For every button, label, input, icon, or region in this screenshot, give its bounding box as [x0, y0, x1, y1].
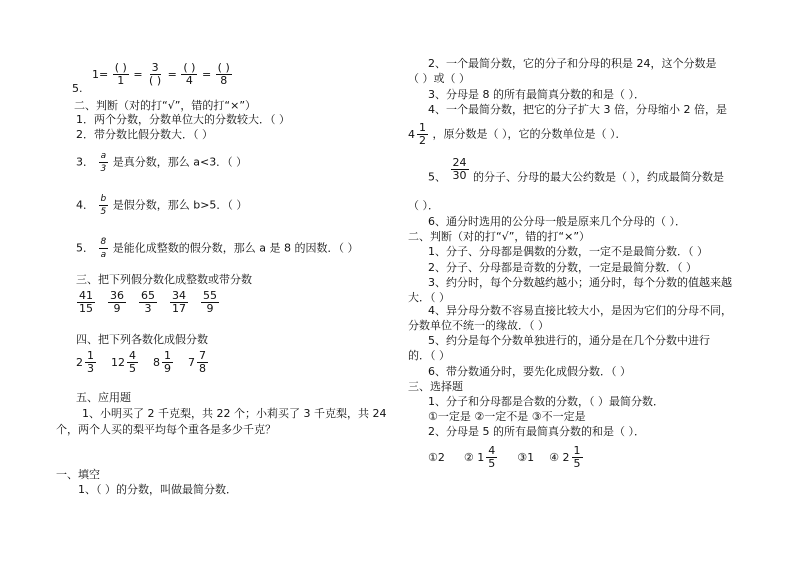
improper-fraction: $\frac{34}{17}$ [172, 289, 186, 315]
mixed-number: 7 $\frac{7}{8}$ [188, 349, 206, 375]
right-q3: 3、分母是 8 的所有最简真分数的和是（ ）． [428, 88, 645, 101]
part-1-question-1: 1、（ ）的分数，叫做最简分数． [78, 483, 237, 496]
right-q5-continued: （ ）． [408, 199, 439, 212]
right-choice-2: 2、分母是 5 的所有最简真分数的和是（ ）． [428, 425, 645, 438]
application-1-line-2: 个，两个人买的梨平均每个重各是多少千克？ [56, 423, 276, 436]
section-2-title: 二、判断（对的打“√”，错的打“×”） [74, 99, 257, 112]
section-4-title: 四、把下列各数化成假分数 [76, 333, 208, 346]
right-judge-3-line-2: 大．（ ） [408, 291, 450, 304]
right-q2-line-1: 2、一个最简分数，它的分子和分母的积是 24，这个分数是 [428, 57, 717, 70]
application-1-line-1: 1、小明买了 2 千克梨，共 22 个；小莉买了 3 千克梨，共 24 [82, 407, 387, 420]
right-section-2-title: 二、判断（对的打“√”，错的打“×”） [408, 230, 591, 243]
right-judge-3-line-1: 3、约分时，每个分数越约越小；通分时，每个分数的值越来越 [428, 276, 732, 289]
right-judge-4-line-1: 4、异分母分数不容易直接比较大小，是因为它们的分母不同， [428, 304, 732, 317]
judge-3-fraction: $\frac{a}{3}$ [100, 151, 107, 174]
mixed-number: 4 $\frac{1}{2}$ [408, 121, 426, 147]
judge-5: 5． $\frac{8}{a}$ 是能化成整数的假分数，那么 a 是 8 的因数．（ ） [76, 237, 359, 260]
part-1-title: 一、填空 [56, 468, 100, 481]
section-4-mixed-numbers [76, 350, 209, 375]
judge-3: 3． $\frac{a}{3}$ 是真分数，那么 a<3．（ ） [76, 151, 248, 174]
right-section-3-title: 三、选择题 [408, 380, 463, 393]
improper-fraction: $\frac{65}{3}$ [141, 289, 155, 315]
right-judge-2: 2、分子、分母都是奇数的分数，一定是最简分数．（ ） [428, 261, 697, 274]
improper-fraction: $\frac{41}{15}$ [79, 289, 93, 315]
judge-1: 1．两个分数，分数单位大的分数较大．（ ） [76, 113, 290, 126]
right-q2-line-2: （ ）或（ ） [408, 72, 470, 85]
right-judge-1: 1、分子、分母都是偶数的分数，一定不是最简分数．（ ） [428, 245, 708, 258]
section-3-title: 三、把下列假分数化成整数或带分数 [76, 273, 252, 286]
section-5-title: 五、应用题 [76, 391, 131, 404]
mixed-number: 2 $\frac{1}{3}$ [76, 349, 94, 375]
right-q5: 5、 $\frac{24}{30}$ 的分子、分母的最大公约数是（ ），约成最简分数是 [428, 156, 724, 184]
judge-2: 2．带分数比假分数大．（ ） [76, 128, 213, 141]
q5-frac-4: $\frac{( )}{8}$ [217, 61, 230, 87]
right-judge-5-line-1: 5、约分是每个分数单独进行的，通分是在几个分数中进行 [428, 334, 710, 347]
q5-frac-1: $\frac{( )}{1}$ [114, 61, 127, 87]
q5-frac-3: $\frac{( )}{4}$ [183, 61, 196, 87]
option-3: ③1 [517, 451, 535, 464]
right-choice-1: 1、分子和分母都是合数的分数，（ ）最简分数． [428, 395, 664, 408]
right-choice-2-options [428, 445, 584, 470]
right-judge-5-line-2: 的．（ ） [408, 349, 450, 362]
q5-number: 5. [72, 81, 83, 95]
judge-4-fraction: $\frac{b}{5}$ [100, 194, 107, 217]
section-3-fractions [76, 290, 231, 315]
q5-equation: 1= $\frac{( )}{1}$ = $\frac{3}{( )}$ = $\frac{( )}{4}$ = $\frac{( )}{8}$ [92, 61, 230, 87]
option-4-mixed-number: 2 $\frac{1}{5}$ [562, 444, 581, 470]
option-2-mixed-number: 1 $\frac{4}{5}$ [477, 444, 496, 470]
option-4-prefix: ④ [549, 451, 559, 464]
right-judge-4-line-2: 分数单位不统一的缘故．（ ） [408, 319, 549, 332]
option-2-prefix: ② [463, 451, 474, 464]
right-q4-continued: 4 $\frac{1}{2}$ ，原分数是（ ），它的分数单位是（ ）． [408, 121, 627, 147]
improper-fraction: $\frac{55}{9}$ [203, 289, 217, 315]
left-q5 [72, 61, 233, 95]
mixed-number: 12 $\frac{4}{5}$ [111, 349, 136, 375]
judge-5-fraction: $\frac{8}{a}$ [100, 237, 107, 260]
option-1: ①2 [428, 451, 445, 464]
right-q4: 4、一个最简分数，把它的分子扩大 3 倍，分母缩小 2 倍，是 [428, 103, 727, 116]
mixed-number: 8 $\frac{1}{9}$ [153, 349, 171, 375]
judge-4: 4． $\frac{b}{5}$ 是假分数，那么 b>5．（ ） [76, 194, 248, 217]
right-q5-fraction: $\frac{24}{30}$ [452, 156, 467, 182]
right-choice-1-options: ①一定是 ②一定不是 ③不一定是 [428, 410, 586, 423]
q5-frac-2: $\frac{3}{( )}$ [149, 61, 162, 87]
right-q6: 6、通分时选用的公分母一般是原来几个分母的（ ）． [428, 215, 686, 228]
improper-fraction: $\frac{36}{9}$ [110, 289, 124, 315]
right-judge-6: 6、带分数通分时，要先化成假分数．（ ） [428, 365, 631, 378]
